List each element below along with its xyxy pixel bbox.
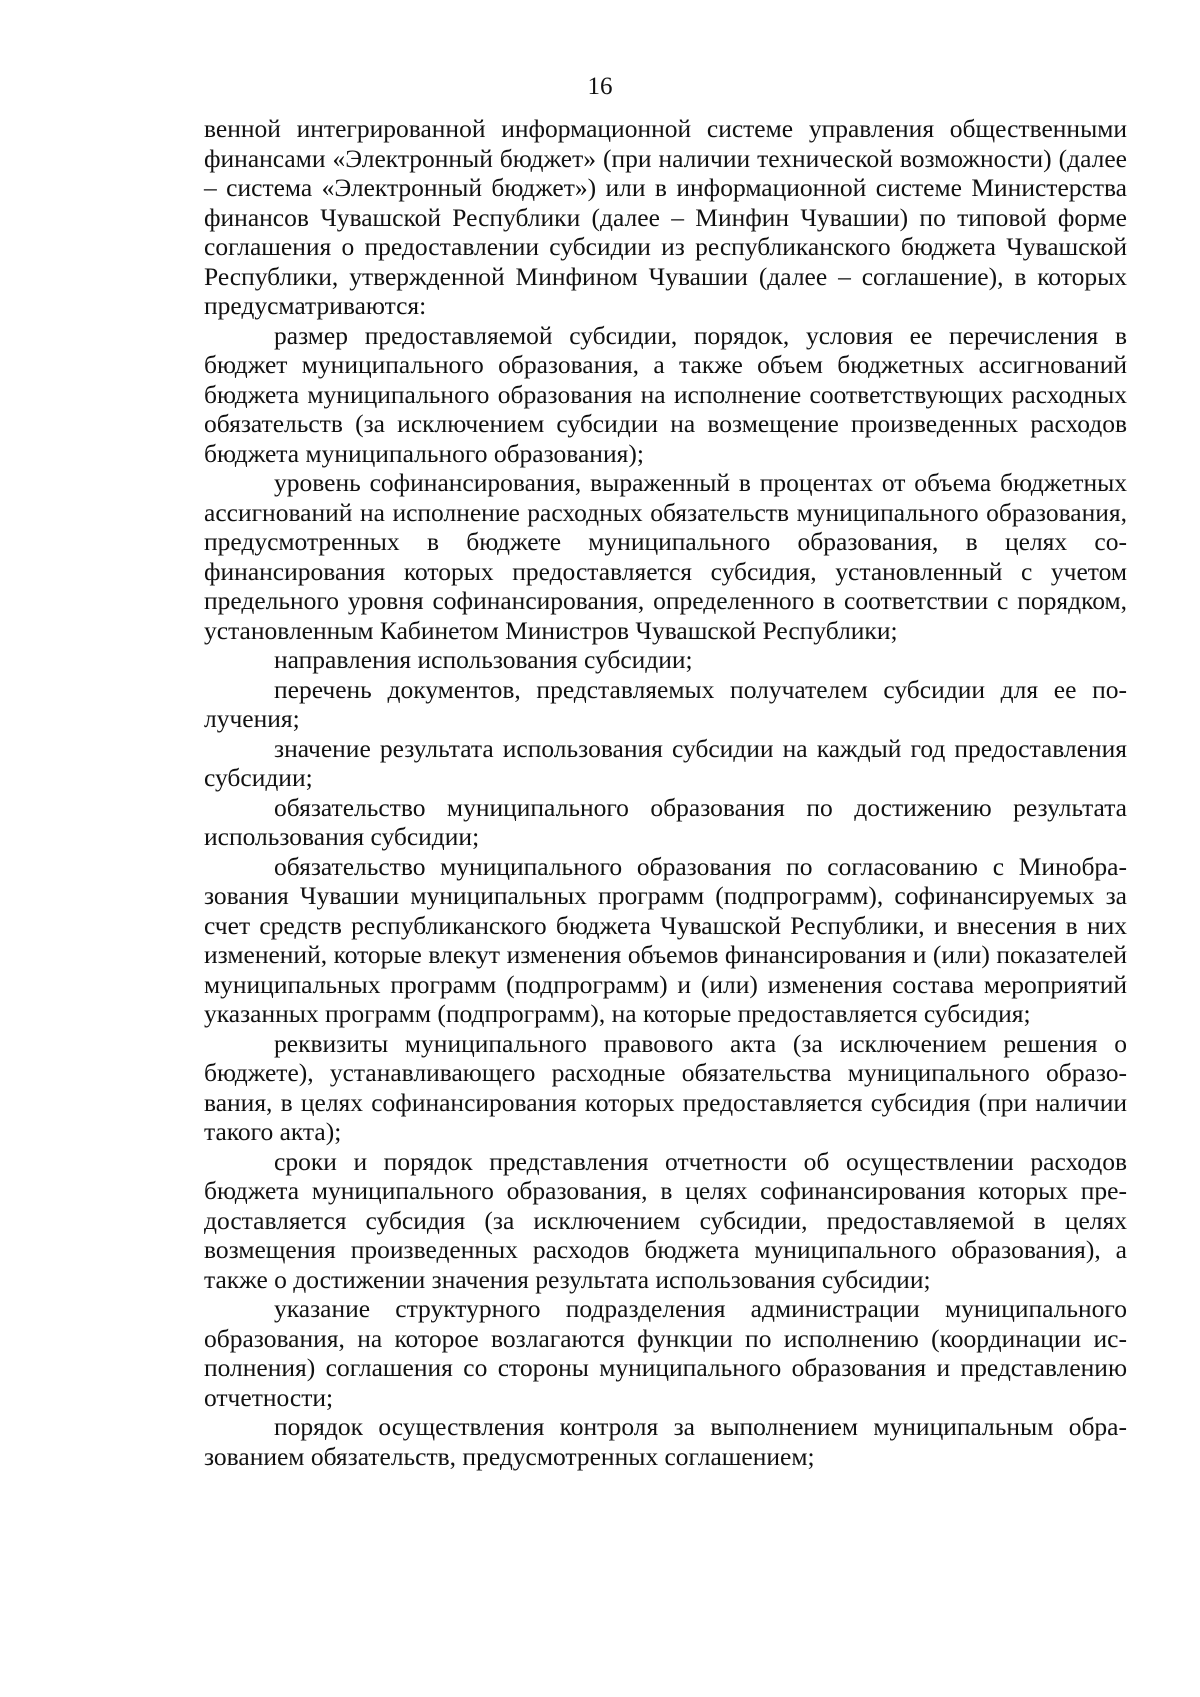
- paragraph-continuation: венной интегрированной информационной системе управления общественными финансами «Электронный бюджет» (при наличии технической возможности) (далее – система «Электронный бюджет») или в информационной системе Министерства финансов Чувашской Республики (далее – Минфин Чувашии) по типовой форме соглашения о предоставлении субсидии из республиканского бюджета Чувашской Республики, утвержденной Минфином Чувашии (далее – соглашение), в которых предусматриваются:: [204, 114, 1127, 320]
- paragraph-subsidy-amount: размер предоставляемой субсидии, порядок, условия ее перечисления в бюджет муниципального образования, а также объем бюджетных ассигнований бюджета муниципального образования на исполнение соответствующих расходных обязательств (за исключением субсидии на возмещение произведенных расходов бюджета муниципального образования);: [204, 320, 1127, 468]
- paragraph-cofinancing-level: уровень софинансирования, выраженный в процентах от объема бюджетных ассигнований на исполнение расходных обязательств муниципального образования, предусмотренных в бюджете муниципального образования, в целях софинансирования которых предоставляется субсидия, установленный с учетом предельного уровня софинансирования, определенного в соответствии с порядком, установленным Кабинетом Министров Чувашской Республики;: [204, 468, 1127, 645]
- paragraph-responsible-unit: указание структурного подразделения администрации муниципального образования, на которое возлагаются функции по исполнению (координации исполнения) соглашения со стороны муниципального образования и представлению отчетности;: [204, 1294, 1127, 1412]
- paragraph-usage-directions: направления использования субсидии;: [274, 645, 693, 674]
- page-number: 16: [587, 73, 613, 100]
- paragraph-documents-list: перечень документов, представляемых получателем субсидии для ее получения;: [204, 674, 1127, 733]
- paragraph-control-procedure: порядок осуществления контроля за выполнением муниципальным образованием обязательств, предусмотренных соглашением;: [204, 1412, 1127, 1471]
- paragraph-result-value: значение результата использования субсидии на каждый год предоставления субсидии;: [204, 733, 1127, 792]
- document-body: [204, 114, 1127, 1471]
- paragraph-program-approval: обязательство муниципального образования по согласованию с Минобразования Чувашии муниципальных программ (подпрограмм), софинансируемых за счет средств республиканского бюджета Чувашской Республики, и внесения в них изменений, которые влекут изменения объемов финансирования и (или) показателей муниципальных программ (подпрограмм) и (или) изменения состава мероприятий указанных программ (подпрограмм), на которые предоставляется субсидия;: [204, 851, 1127, 1028]
- paragraph-reporting-terms: сроки и порядок представления отчетности об осуществлении расходов бюджета муниципального образования, в целях софинансирования которых предоставляется субсидия (за исключением субсидии, предоставляемой в целях возмещения произведенных расходов бюджета муниципального образования), а также о достижении значения результата использования субсидии;: [204, 1146, 1127, 1294]
- paragraph-result-obligation: обязательство муниципального образования по достижению результата использования субсидии;: [204, 792, 1127, 851]
- paragraph-legal-act-details: реквизиты муниципального правового акта (за исключением решения о бюджете), устанавливающего расходные обязательства муниципального образования, в целях софинансирования которых предоставляется субсидия (при наличии такого акта);: [204, 1028, 1127, 1146]
